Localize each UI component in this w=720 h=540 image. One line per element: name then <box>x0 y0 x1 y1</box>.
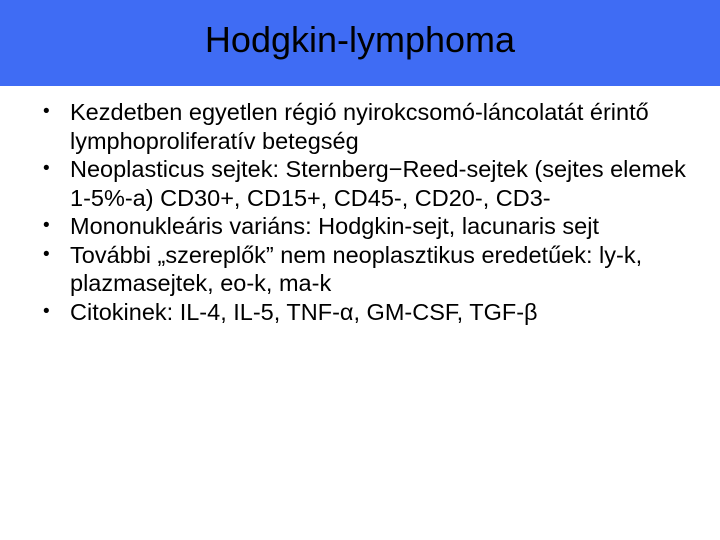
bullet-text: További „szereplők” nem neoplasztikus eredetűek: ly-k, plazmasejtek, eo-k, ma-k <box>70 241 643 296</box>
bullet-text: Mononukleáris variáns: Hodgkin-sejt, lacunaris sejt <box>70 213 599 239</box>
bullet-item <box>43 241 703 298</box>
bullet-dot-icon: • <box>43 101 50 122</box>
title-bar <box>0 0 720 86</box>
bullet-list <box>43 98 703 326</box>
bullet-dot-icon: • <box>43 243 50 265</box>
bullet-dot-icon: • <box>43 300 50 322</box>
slide-title: Hodgkin-lymphoma <box>204 19 516 60</box>
bullet-text: Kezdetben egyetlen régió nyirokcsomó-láncolatát érintő lymphoproliferatív betegség <box>70 99 649 154</box>
bullet-dot-icon: • <box>43 215 50 236</box>
bullet-text: Neoplasticus sejtek: Sternberg−Reed-sejtek (sejtes elemek 1-5%-a) CD30+, CD15+, CD45-, CD20-, CD3- <box>70 156 686 211</box>
bullet-text: Citokinek: IL-4, IL-5, TNF-α, GM-CSF, TGF-β <box>70 298 538 325</box>
bullet-item <box>43 155 703 212</box>
bullet-item <box>43 98 703 155</box>
bullet-item <box>43 298 703 327</box>
bullet-item <box>43 212 703 241</box>
bullet-dot-icon: • <box>43 158 50 179</box>
